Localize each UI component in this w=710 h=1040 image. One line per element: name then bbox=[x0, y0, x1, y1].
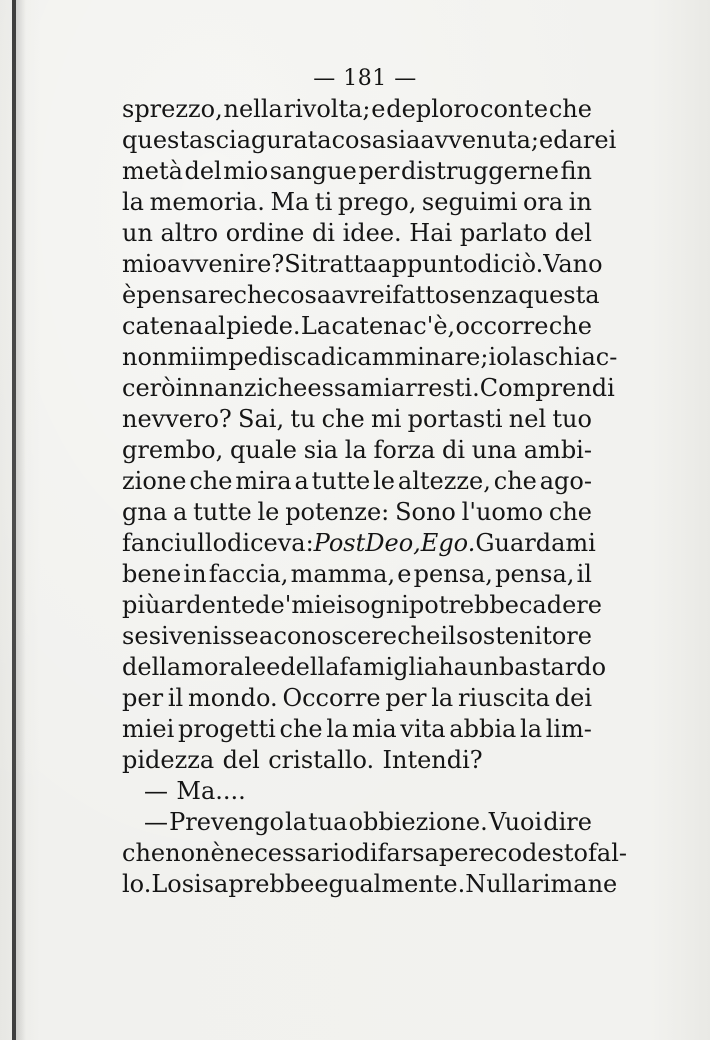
word: un bbox=[122, 219, 153, 247]
word: c'è, bbox=[413, 312, 456, 340]
word: egualmente. bbox=[314, 870, 466, 898]
word: di bbox=[320, 343, 344, 371]
word: la bbox=[431, 684, 454, 712]
word: piede. bbox=[226, 312, 301, 340]
text-line bbox=[122, 249, 603, 280]
word: Prevengo bbox=[169, 808, 284, 836]
word: Deo, bbox=[365, 529, 421, 557]
word: ardente bbox=[160, 591, 256, 619]
word: sciagurata bbox=[203, 126, 332, 154]
word: venisse bbox=[169, 622, 259, 650]
word: ciò. bbox=[500, 250, 544, 278]
word: della bbox=[122, 653, 182, 681]
word: e bbox=[539, 126, 554, 154]
word: Si bbox=[284, 250, 309, 278]
word: abbia bbox=[449, 715, 517, 743]
word: altezze, bbox=[397, 467, 491, 495]
word: bene bbox=[122, 560, 182, 588]
word: darei bbox=[553, 126, 617, 154]
word: di bbox=[477, 250, 501, 278]
word: di bbox=[354, 839, 378, 867]
word: non bbox=[165, 839, 211, 867]
word: la bbox=[510, 343, 533, 371]
word: camminare; bbox=[343, 343, 489, 371]
word: Intendi? bbox=[382, 746, 483, 774]
word: innanzi bbox=[175, 374, 265, 402]
word: deploro bbox=[386, 95, 480, 123]
word: mondo. bbox=[187, 684, 278, 712]
text-line bbox=[122, 435, 592, 466]
binding-shadow bbox=[16, 0, 26, 1040]
word: prego, bbox=[337, 188, 417, 216]
word: di bbox=[442, 436, 466, 464]
text-line bbox=[122, 683, 592, 714]
word: cosa bbox=[276, 281, 332, 309]
word: fin bbox=[560, 157, 592, 185]
word: famiglia bbox=[339, 653, 439, 681]
word: la bbox=[520, 715, 542, 743]
word: e bbox=[266, 653, 281, 681]
word: tutte bbox=[311, 467, 371, 495]
word: potrebbe bbox=[408, 591, 519, 619]
word: le bbox=[257, 498, 280, 526]
word: vita bbox=[400, 715, 446, 743]
word: avrei bbox=[331, 281, 393, 309]
word: parlato bbox=[459, 219, 548, 247]
word: te bbox=[524, 95, 549, 123]
word: che bbox=[279, 715, 323, 743]
word: ambi- bbox=[523, 436, 592, 464]
word: catena bbox=[122, 312, 204, 340]
word: cristallo. bbox=[268, 746, 375, 774]
word: diceva: bbox=[227, 529, 314, 557]
word: questa bbox=[122, 126, 204, 154]
word: avvenuta; bbox=[420, 126, 540, 154]
word: ti bbox=[314, 188, 333, 216]
word: faccia, bbox=[208, 560, 289, 588]
word: avvenire? bbox=[166, 250, 285, 278]
page-number: — 181 — bbox=[313, 66, 417, 91]
word: sangue bbox=[269, 157, 357, 185]
word: de' bbox=[255, 591, 292, 619]
word: per bbox=[122, 684, 164, 712]
word: il bbox=[576, 560, 592, 588]
word: portasti bbox=[407, 405, 503, 433]
word: mio bbox=[122, 250, 167, 278]
word: una bbox=[471, 436, 518, 464]
word: della bbox=[280, 653, 340, 681]
word: gna bbox=[122, 498, 168, 526]
word: pensa, bbox=[495, 560, 575, 588]
text-line bbox=[122, 714, 592, 745]
word: tratta bbox=[308, 250, 378, 278]
text-line bbox=[122, 311, 592, 342]
word: l'uomo bbox=[461, 498, 544, 526]
word: nella bbox=[223, 95, 283, 123]
word: ora bbox=[522, 188, 564, 216]
word: mi bbox=[371, 405, 402, 433]
word: catena bbox=[331, 312, 413, 340]
word: che bbox=[548, 498, 592, 526]
word: Guardami bbox=[475, 529, 596, 557]
word: e bbox=[371, 95, 386, 123]
word: senza bbox=[449, 281, 519, 309]
word: che bbox=[548, 95, 592, 123]
body-text bbox=[122, 94, 627, 900]
word: progetti bbox=[178, 715, 276, 743]
word: obbiezione. bbox=[348, 808, 488, 836]
word: tuo bbox=[552, 405, 592, 433]
word: tutte bbox=[193, 498, 252, 526]
word: del bbox=[222, 746, 260, 774]
word: si bbox=[148, 622, 169, 650]
word: mia bbox=[351, 715, 397, 743]
word: Vuoi bbox=[488, 808, 543, 836]
word: lim- bbox=[545, 715, 592, 743]
text-line bbox=[122, 466, 592, 497]
word: forza bbox=[373, 436, 436, 464]
word: distruggerne bbox=[400, 157, 559, 185]
word: dei bbox=[554, 684, 592, 712]
word: tu bbox=[290, 405, 316, 433]
text-line bbox=[122, 745, 592, 776]
word: che bbox=[233, 281, 277, 309]
word: saprebbe bbox=[201, 870, 315, 898]
word: miei bbox=[122, 715, 175, 743]
word: cadere bbox=[518, 591, 602, 619]
word: io bbox=[488, 343, 511, 371]
word: ago- bbox=[539, 467, 592, 495]
word: che bbox=[548, 312, 592, 340]
word: con bbox=[480, 95, 524, 123]
word: pensa, bbox=[413, 560, 493, 588]
text-line bbox=[122, 559, 592, 590]
word: se bbox=[122, 622, 149, 650]
text-line bbox=[122, 590, 602, 621]
word: altro bbox=[160, 219, 219, 247]
word: Ego. bbox=[420, 529, 476, 557]
text-line bbox=[122, 528, 596, 559]
word: rimane bbox=[531, 870, 618, 898]
word: quale bbox=[229, 436, 297, 464]
word: potenze: bbox=[285, 498, 390, 526]
word: rivolta; bbox=[283, 95, 371, 123]
word: per bbox=[385, 684, 427, 712]
word: Sai, bbox=[238, 405, 285, 433]
word: mira bbox=[235, 467, 292, 495]
text-line bbox=[122, 404, 592, 435]
word: cerò bbox=[122, 374, 176, 402]
word: ordine bbox=[225, 219, 305, 247]
word: pidezza bbox=[122, 746, 215, 774]
word: schiac- bbox=[532, 343, 618, 371]
word: Ma.... bbox=[176, 777, 246, 805]
word: la bbox=[326, 715, 349, 743]
word: bastardo bbox=[498, 653, 607, 681]
word: nel bbox=[508, 405, 547, 433]
word: è bbox=[122, 281, 137, 309]
word: a bbox=[258, 622, 274, 650]
word: Post bbox=[313, 529, 366, 557]
word: sia bbox=[386, 126, 421, 154]
text-line bbox=[122, 280, 600, 311]
word: Hai bbox=[409, 219, 453, 247]
word: seguimi bbox=[421, 188, 518, 216]
word: lo. bbox=[122, 870, 152, 898]
word: fanciullo bbox=[122, 529, 228, 557]
word: sprezzo, bbox=[122, 95, 223, 123]
word: che bbox=[493, 467, 537, 495]
word: Sono bbox=[395, 498, 456, 526]
word: far bbox=[377, 839, 413, 867]
word: la bbox=[285, 808, 307, 836]
text-line bbox=[122, 373, 615, 404]
word: dire bbox=[543, 808, 592, 836]
word: necessario bbox=[224, 839, 355, 867]
word: la bbox=[344, 436, 367, 464]
word: per bbox=[358, 157, 400, 185]
word: il bbox=[167, 684, 184, 712]
word: non bbox=[122, 343, 168, 371]
word: grembo, bbox=[122, 436, 224, 464]
text-line bbox=[122, 187, 592, 218]
word: in bbox=[183, 560, 207, 588]
word: codesto bbox=[494, 839, 588, 867]
word: — bbox=[144, 777, 168, 805]
text-line bbox=[122, 776, 592, 807]
word: pensare bbox=[136, 281, 234, 309]
word: Ma bbox=[270, 188, 310, 216]
word: mi bbox=[360, 374, 391, 402]
word: e bbox=[397, 560, 412, 588]
text-line bbox=[122, 125, 617, 156]
text-line bbox=[122, 342, 618, 373]
word: morale bbox=[181, 653, 267, 681]
text-line bbox=[122, 621, 592, 652]
word: a bbox=[172, 498, 188, 526]
word: La bbox=[300, 312, 332, 340]
word: del bbox=[184, 157, 222, 185]
word: mio bbox=[223, 157, 269, 185]
word: che bbox=[189, 467, 233, 495]
word: sapere bbox=[412, 839, 495, 867]
word: occorre bbox=[455, 312, 549, 340]
word: tua bbox=[308, 808, 348, 836]
word: sostenitore bbox=[456, 622, 592, 650]
word: sia bbox=[303, 436, 339, 464]
word: — bbox=[144, 808, 168, 836]
word: Comprendi bbox=[479, 374, 615, 402]
word: metà bbox=[122, 157, 183, 185]
text-line bbox=[122, 807, 592, 838]
text-line bbox=[122, 869, 618, 900]
text-line bbox=[122, 497, 592, 528]
word: che bbox=[397, 622, 441, 650]
word: un bbox=[467, 653, 499, 681]
word: questa bbox=[518, 281, 600, 309]
word: che bbox=[122, 839, 166, 867]
word: Occorre bbox=[282, 684, 381, 712]
word: conoscere bbox=[273, 622, 397, 650]
text-line bbox=[122, 94, 592, 125]
word: Nulla bbox=[465, 870, 532, 898]
word: Vano bbox=[543, 250, 603, 278]
word: la bbox=[122, 188, 144, 216]
text-line bbox=[122, 652, 607, 683]
word: sogni bbox=[343, 591, 409, 619]
word: in bbox=[568, 188, 592, 216]
word: miei bbox=[291, 591, 344, 619]
text-line bbox=[122, 156, 592, 187]
word: di bbox=[311, 219, 335, 247]
word: mi bbox=[167, 343, 198, 371]
word: nevvero? bbox=[122, 405, 232, 433]
word: zione bbox=[122, 467, 187, 495]
word: Lo bbox=[151, 870, 182, 898]
word: memoria. bbox=[149, 188, 265, 216]
word: idee. bbox=[342, 219, 402, 247]
word: appunto bbox=[377, 250, 478, 278]
word: riuscita bbox=[457, 684, 550, 712]
text-line bbox=[122, 838, 627, 869]
word: arresti. bbox=[390, 374, 480, 402]
word: il bbox=[440, 622, 456, 650]
text-line bbox=[122, 218, 592, 249]
word: ha bbox=[438, 653, 468, 681]
word: che bbox=[264, 374, 308, 402]
word: fatto bbox=[392, 281, 450, 309]
word: a bbox=[294, 467, 309, 495]
word: impedisca bbox=[197, 343, 321, 371]
word: fal- bbox=[588, 839, 627, 867]
word: mamma, bbox=[290, 560, 396, 588]
word: più bbox=[122, 591, 161, 619]
word: si bbox=[181, 870, 202, 898]
word: le bbox=[373, 467, 396, 495]
word: cosa bbox=[331, 126, 387, 154]
word: essa bbox=[307, 374, 361, 402]
word: è bbox=[210, 839, 225, 867]
word: del bbox=[554, 219, 592, 247]
word: che bbox=[321, 405, 365, 433]
word: al bbox=[203, 312, 226, 340]
